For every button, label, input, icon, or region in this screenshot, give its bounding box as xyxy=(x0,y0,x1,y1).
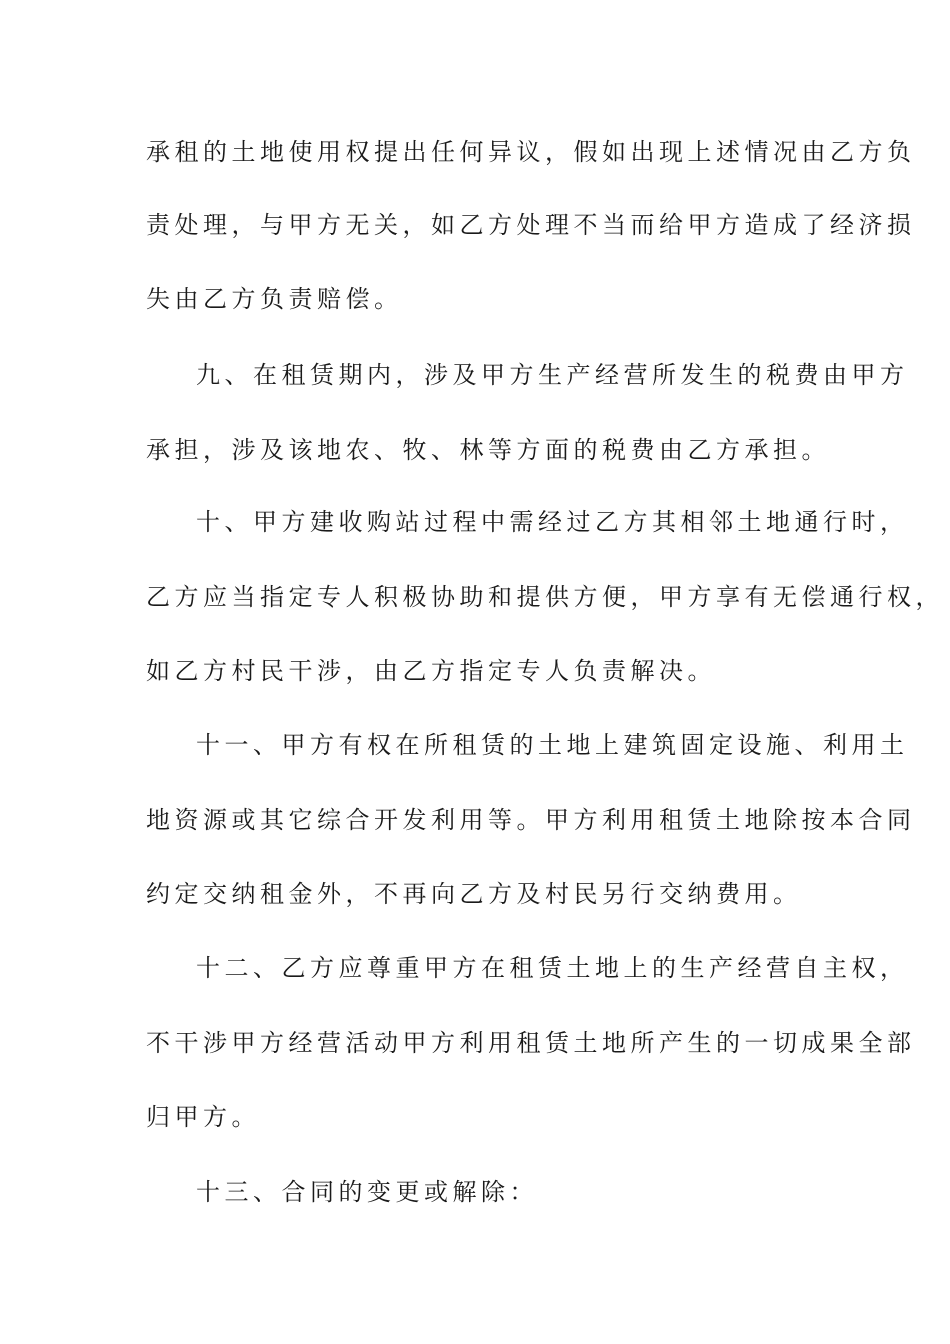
clause-13-heading-line: 十三、合同的变更或解除： xyxy=(196,1178,538,1206)
text-line: 约定交纳租金外，不再向乙方及村民另行交纳费用。 xyxy=(146,880,802,908)
clause-9-heading-line: 九、在租赁期内，涉及甲方生产经营所发生的税费由甲方 xyxy=(196,361,909,389)
text-line: 归甲方。 xyxy=(146,1103,260,1131)
text-line: 如乙方村民干涉，由乙方指定专人负责解决。 xyxy=(146,657,716,685)
text-line: 承担，涉及该地农、牧、林等方面的税费由乙方承担。 xyxy=(146,436,830,464)
clause-12-heading-line: 十二、乙方应尊重甲方在租赁土地上的生产经营自主权， xyxy=(196,954,909,982)
text-line: 失由乙方负责赔偿。 xyxy=(146,285,403,313)
clause-10-heading-line: 十、甲方建收购站过程中需经过乙方其相邻土地通行时， xyxy=(196,508,909,536)
text-line: 不干涉甲方经营活动甲方利用租赁土地所产生的一切成果全部 xyxy=(146,1029,916,1057)
clause-11-heading-line: 十一、甲方有权在所租赁的土地上建筑固定设施、利用土 xyxy=(196,731,909,759)
text-line: 地资源或其它综合开发利用等。甲方利用租赁土地除按本合同 xyxy=(146,806,916,834)
text-line: 乙方应当指定专人积极协助和提供方便，甲方享有无偿通行权， xyxy=(146,583,944,611)
text-line: 责处理，与甲方无关，如乙方处理不当而给甲方造成了经济损 xyxy=(146,211,916,239)
text-line: 承租的土地使用权提出任何异议，假如出现上述情况由乙方负 xyxy=(146,138,916,166)
